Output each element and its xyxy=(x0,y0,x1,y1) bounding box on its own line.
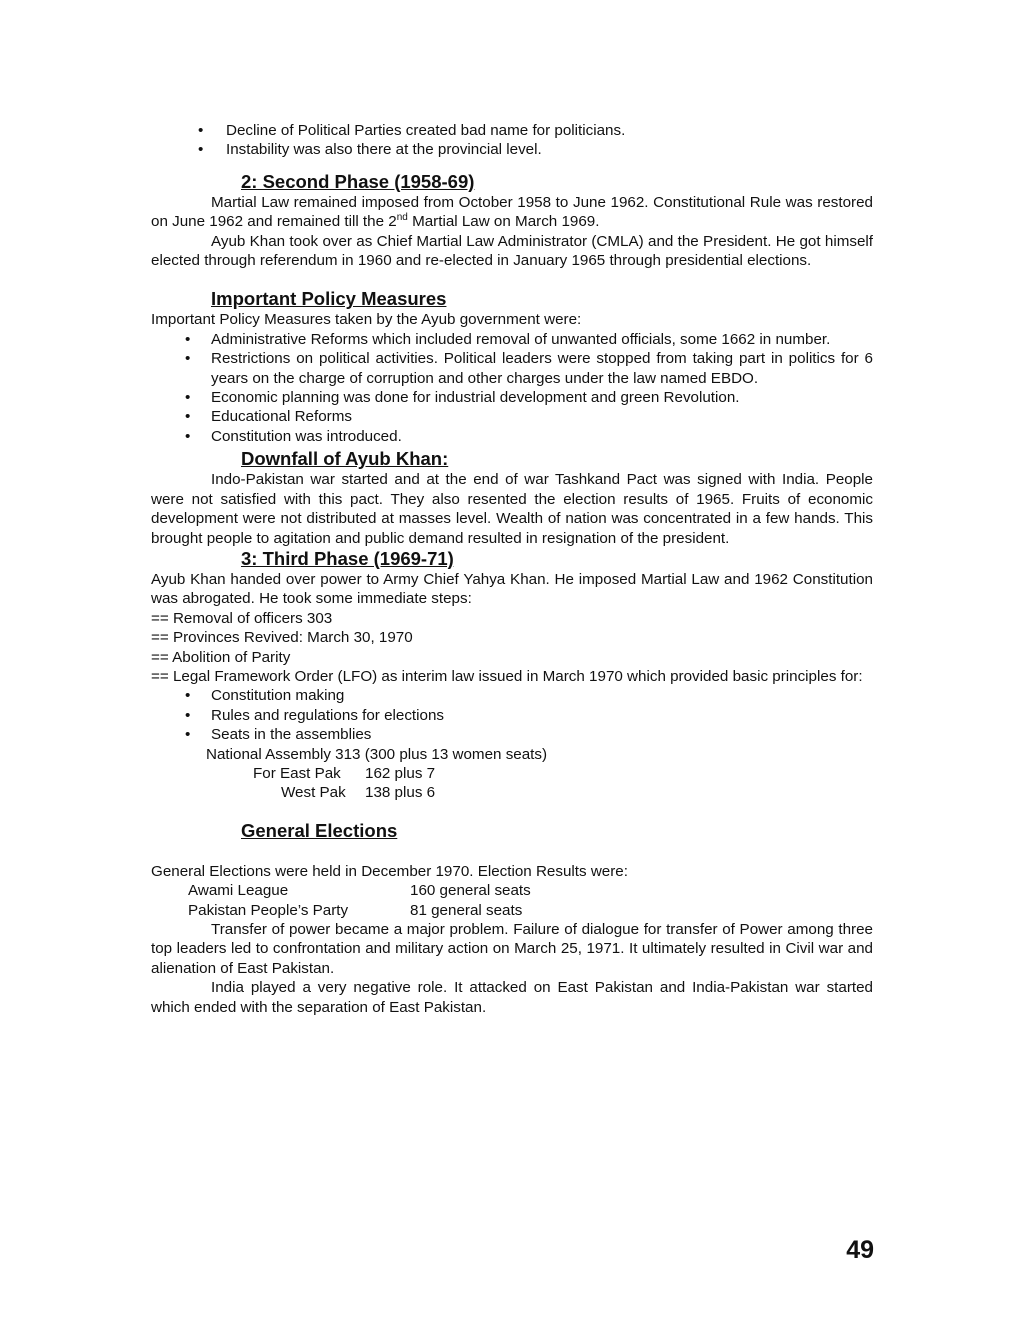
step-line: == Legal Framework Order (LFO) as interim law issued in March 1970 which provided basic principles for: xyxy=(151,667,863,685)
elections-intro: General Elections were held in December 1970. Election Results were: xyxy=(151,862,628,880)
party-seats: 81 general seats xyxy=(410,901,523,919)
party-name: Pakistan People’s Party xyxy=(188,901,349,919)
policy-heading: Important Policy Measures xyxy=(211,288,447,310)
step-line: == Abolition of Parity xyxy=(151,648,291,666)
second-phase-paragraph-2: Ayub Khan took over as Chief Martial Law Administrator (CMLA) and the President. He got himself elected through referendum in 1960 and re-elected in January 1965 through presidential elections. xyxy=(151,232,873,270)
step-line: == Provinces Revived: March 30, 1970 xyxy=(151,629,413,647)
list-item: • Constitution was introduced. xyxy=(211,427,873,446)
election-result-row xyxy=(151,901,873,920)
general-elections-heading: General Elections xyxy=(241,819,398,841)
page-content xyxy=(151,121,873,1017)
elections-paragraph-2: India played a very negative role. It attacked on East Pakistan and India-Pakistan war started which ended with the separation of East Pakistan. xyxy=(151,979,873,1016)
step-line: == Removal of officers 303 xyxy=(151,609,333,627)
downfall-paragraph: Indo-Pakistan war started and at the end of war Tashkand Pact was signed with India. People were not satisfied with this pact. They also resented the election results of 1965. Fruits of economic development were not distributed at masses level. Wealth of nation was concentrated in a few hands. This brought people to agitation and public demand resulted in resignation of the president. xyxy=(151,471,873,547)
elections-paragraph-1: Transfer of power became a major problem. Failure of dialogue for transfer of Power among three top leaders led to confrontation and military action on March 25, 1971. It ultimately resulted in Civil war and alienation of East Pakistan. xyxy=(151,921,873,977)
list-item: • Rules and regulations for elections xyxy=(211,706,873,725)
list-item: • Restrictions on political activities. Political leaders were stopped from taking part in politics for 6 years on the charge of corruption and other charges under the law named EBDO. xyxy=(211,349,873,388)
list-item: • Economic planning was done for industrial development and green Revolution. xyxy=(211,388,873,407)
east-pak-value: 162 plus 7 xyxy=(365,764,436,782)
list-item: • Decline of Political Parties created bad name for politicians. xyxy=(151,121,873,140)
west-pak-seats xyxy=(151,783,873,802)
second-phase-heading: 2: Second Phase (1958-69) xyxy=(241,170,475,192)
page-number: 49 xyxy=(846,1236,874,1264)
party-seats: 160 general seats xyxy=(410,882,531,900)
west-pak-value: 138 plus 6 xyxy=(365,784,436,802)
downfall-heading: Downfall of Ayub Khan: xyxy=(241,448,449,470)
list-item: • Educational Reforms xyxy=(211,407,873,426)
lfo-principles-list xyxy=(151,686,873,744)
list-item: • Seats in the assemblies xyxy=(211,725,873,744)
policy-list xyxy=(151,330,873,446)
party-name: Awami League xyxy=(188,882,289,900)
list-item: • Administrative Reforms which included removal of unwanted officials, some 1662 in number. xyxy=(211,330,873,349)
national-assembly-line: National Assembly 313 (300 plus 13 women seats) xyxy=(206,745,548,763)
east-pak-seats xyxy=(151,764,873,783)
third-phase-intro: Ayub Khan handed over power to Army Chief Yahya Khan. He imposed Martial Law and 1962 Constitution was abrogated. He took some immediate steps: xyxy=(151,570,873,608)
east-pak-label: For East Pak xyxy=(253,764,341,782)
third-phase-heading: 3: Third Phase (1969-71) xyxy=(241,547,454,569)
policy-intro: Important Policy Measures taken by the Ayub government were: xyxy=(151,311,582,329)
second-phase-paragraph: Martial Law remained imposed from October 1958 to June 1962. Constitutional Rule was restored on June 1962 and remained till the 2nd Martial Law on March 1969. xyxy=(151,193,873,231)
west-pak-label: West Pak xyxy=(281,784,346,802)
list-item: • Instability was also there at the provincial level. xyxy=(151,140,873,159)
election-result-row xyxy=(151,881,873,900)
top-bullet-list xyxy=(151,121,873,160)
superscript: nd xyxy=(396,212,408,224)
list-item: • Constitution making xyxy=(211,686,873,705)
